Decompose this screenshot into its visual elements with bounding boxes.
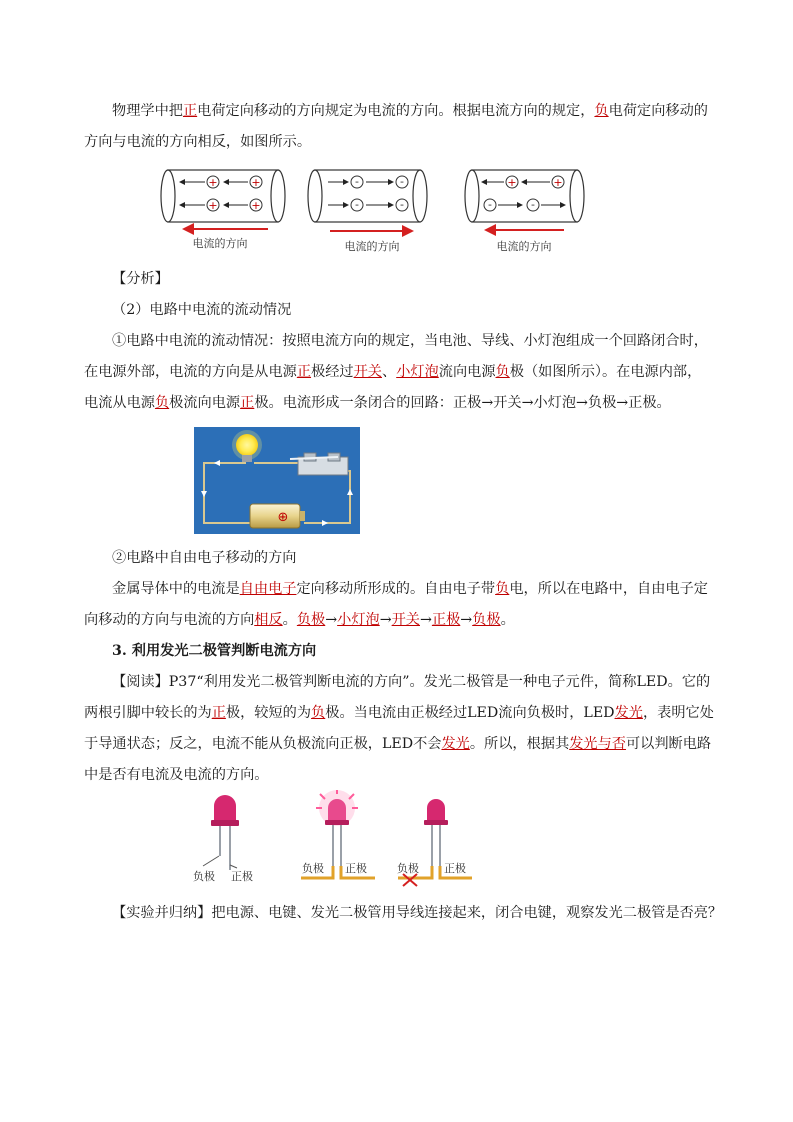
tube-positive-charges xyxy=(161,170,285,250)
tube-negative-charges xyxy=(308,170,427,253)
fill-blank: 正 xyxy=(240,395,255,411)
fill-blank: 开关 xyxy=(353,364,382,380)
figure-led-diodes xyxy=(175,790,485,890)
svg-text:-: - xyxy=(531,198,535,211)
svg-text:正极: 正极 xyxy=(231,870,253,883)
battery-icon xyxy=(250,504,305,528)
svg-text:+: + xyxy=(507,176,517,189)
led-lit xyxy=(301,790,375,878)
figure-charge-flow-tubes xyxy=(150,162,600,262)
paragraph-experiment: 【实验并归纳】把电源、电键、发光二极管用导线连接起来，闭合电键，观察发光二极管是否亮？ xyxy=(112,905,723,921)
svg-text:负极: 负极 xyxy=(193,870,215,883)
fill-blank: 负极 xyxy=(472,612,501,628)
svg-text:-: - xyxy=(488,198,492,211)
svg-text:+: + xyxy=(251,199,261,212)
svg-text:-: - xyxy=(400,175,404,188)
fill-blank: 正 xyxy=(296,364,312,380)
fill-blank: 自由电子 xyxy=(239,581,297,597)
analysis-heading: 【分析】 xyxy=(112,271,169,287)
paragraph-led-reading: 【阅读】P37“利用发光二极管判断电流的方向”。发光二极管是一种电子元件，简称LED。它的两根引脚中较长的为正极，较短的为负极。当电流由正极经过LED流向负极时，LED发光，表明它处于导通状态；反之，电流不能从负极流向正极，LED不会发光。所以，根据其发光与否可以判断电路中是否有电流及电流的方向。 xyxy=(84,674,714,783)
fill-blank: 开关 xyxy=(391,612,420,628)
fill-blank: 负 xyxy=(594,103,609,119)
led-unlit xyxy=(397,799,472,886)
section-heading-led: 3. 利用发光二极管判断电流方向 xyxy=(112,643,317,659)
fill-blank: 发光与否 xyxy=(569,736,626,752)
svg-text:负极: 负极 xyxy=(302,862,324,875)
svg-text:-: - xyxy=(400,198,404,211)
svg-text:-: - xyxy=(355,198,359,211)
fill-blank: 负 xyxy=(495,364,510,380)
svg-text:+: + xyxy=(208,176,218,189)
fill-blank: 正 xyxy=(182,103,198,119)
svg-text:正极: 正极 xyxy=(345,862,367,875)
paragraph-current-direction: 物理学中把正电荷定向移动的方向规定为电流的方向。根据电流方向的规定，负电荷定向移动的方向与电流的方向相反，如图所示。 xyxy=(84,103,708,150)
fill-blank: 小灯泡 xyxy=(396,364,439,380)
svg-text:-: - xyxy=(355,175,359,188)
fill-blank: 发光 xyxy=(441,736,470,752)
svg-text:+: + xyxy=(251,176,261,189)
svg-text:⊕: ⊕ xyxy=(277,510,289,525)
fill-blank: 负极 xyxy=(296,612,326,628)
fill-blank: 负 xyxy=(495,581,510,597)
tube1-label: 电流的方向 xyxy=(192,237,248,250)
fill-blank: 负 xyxy=(154,395,170,411)
svg-text:+: + xyxy=(208,199,218,212)
tube3-label: 电流的方向 xyxy=(496,240,552,253)
led-unconnected xyxy=(193,795,253,883)
fill-blank: 小灯泡 xyxy=(337,612,380,628)
subheading-electron-direction: ②电路中自由电子移动的方向 xyxy=(112,550,297,566)
subheading-circuit-current: （2）电路中电流的流动情况 xyxy=(112,302,292,318)
fill-blank: 正极 xyxy=(431,612,461,628)
fill-blank: 发光 xyxy=(614,705,643,721)
tube2-label: 电流的方向 xyxy=(344,240,400,253)
tube-mixed-charges xyxy=(465,170,584,253)
fill-blank: 正 xyxy=(211,705,226,721)
cross-icon xyxy=(403,874,417,886)
paragraph-circuit-flow: ①电路中电流的流动情况：按照电流方向的规定，当电池、导线、小灯泡组成一个回路闭合时，在电源外部，电流的方向是从电源正极经过开关、小灯泡流向电源负极（如图所示）。在电源内部，电流从电源负极流向电源正极。电流形成一条闭合的回路：正极→开关→小灯泡→负极→正极。 xyxy=(84,333,708,411)
svg-text:+: + xyxy=(553,176,563,189)
fill-blank: 负 xyxy=(311,705,326,721)
svg-text:负极: 负极 xyxy=(397,862,419,875)
paragraph-electron-flow: 金属导体中的电流是自由电子定向移动所形成的。自由电子带负电，所以在电路中，自由电子定向移动的方向与电流的方向相反。负极→小灯泡→开关→正极→负极。 xyxy=(84,581,708,628)
figure-circuit-diagram xyxy=(194,427,360,534)
svg-text:正极: 正极 xyxy=(444,862,466,875)
fill-blank: 相反 xyxy=(254,612,283,628)
